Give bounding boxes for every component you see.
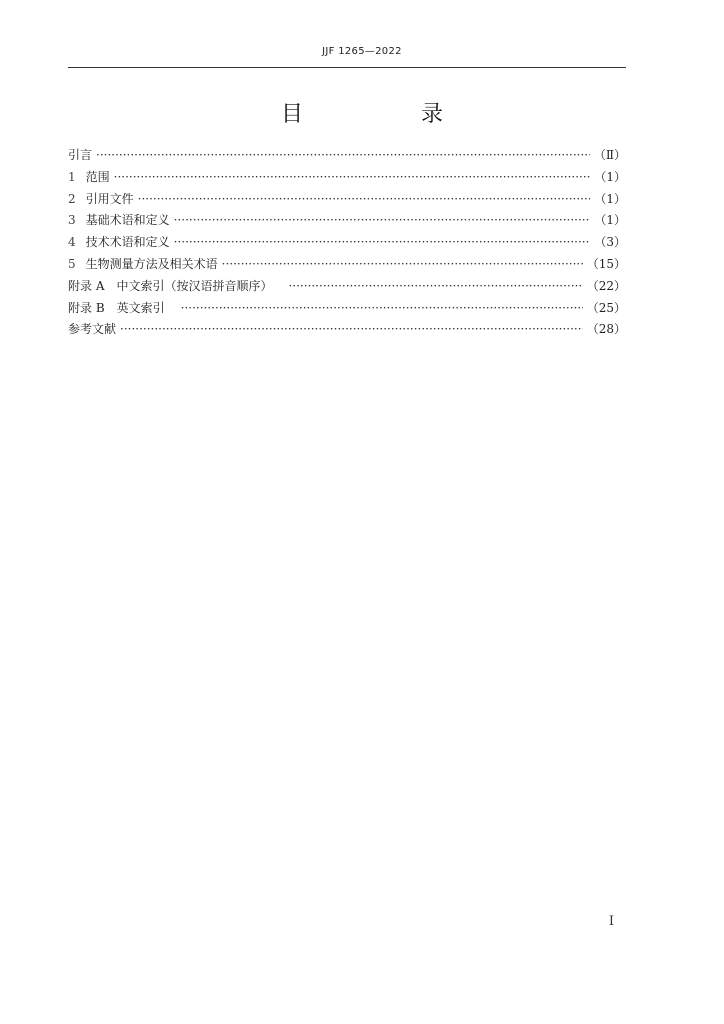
toc-entry-biometric-methods[interactable] — [68, 255, 626, 277]
toc-leader-dots — [174, 235, 591, 249]
toc-entry-technical-terms[interactable] — [68, 233, 626, 255]
toc-entry-appendix-b[interactable] — [68, 299, 626, 321]
toc-entry-bibliography[interactable] — [68, 320, 626, 342]
toc-leader-dots — [138, 192, 591, 206]
toc-entry-page: （1） — [594, 191, 626, 206]
toc-entry-preface[interactable] — [68, 146, 626, 168]
toc-entry-label: 参考文献 — [68, 322, 117, 337]
toc-entry-label: 引用文件 — [85, 191, 134, 206]
toc-entry-page: （28） — [586, 322, 626, 337]
document-code-header: JJF 1265—2022 — [322, 46, 402, 57]
toc-entry-page: （3） — [594, 235, 626, 250]
page-number: I — [608, 914, 614, 929]
toc-entry-references[interactable] — [68, 190, 626, 212]
toc-leader-dots — [222, 257, 583, 271]
page-title: 目 录 — [280, 102, 491, 127]
toc-entry-page: （25） — [586, 300, 626, 315]
toc-entry-label: 引言 — [68, 148, 93, 162]
toc-entry-page: （Ⅱ） — [593, 148, 626, 162]
toc-entry-page: （22） — [586, 278, 626, 293]
header-divider — [68, 67, 626, 68]
toc-leader-dots — [181, 301, 583, 315]
toc-entry-label: 基础术语和定义 — [85, 213, 170, 228]
toc-entry-label: 范围 — [85, 169, 110, 184]
toc-leader-dots — [120, 322, 583, 336]
toc-leader-dots — [96, 148, 590, 162]
toc-entry-label: 附录 A 中文索引（按汉语拼音顺序） — [68, 278, 273, 293]
toc-entry-number: 1 — [68, 169, 76, 184]
toc-entry-number: 2 — [68, 191, 76, 206]
toc-entry-page: （15） — [586, 256, 626, 271]
toc-entry-label: 附录 B 英文索引 — [68, 300, 165, 315]
toc-entry-page: （1） — [594, 213, 626, 228]
toc-leader-dots — [114, 170, 591, 184]
toc-leader-dots — [174, 213, 591, 227]
toc-entry-appendix-a[interactable] — [68, 277, 626, 299]
table-of-contents — [68, 146, 626, 342]
toc-entry-page: （1） — [594, 169, 626, 184]
toc-entry-scope[interactable] — [68, 168, 626, 190]
toc-entry-label: 技术术语和定义 — [85, 235, 170, 250]
toc-entry-number: 5 — [68, 256, 76, 271]
toc-entry-basic-terms[interactable] — [68, 211, 626, 233]
toc-leader-dots — [288, 279, 582, 293]
toc-entry-label: 生物测量方法及相关术语 — [85, 256, 218, 271]
toc-entry-number: 4 — [68, 235, 76, 250]
toc-entry-number: 3 — [68, 213, 76, 228]
